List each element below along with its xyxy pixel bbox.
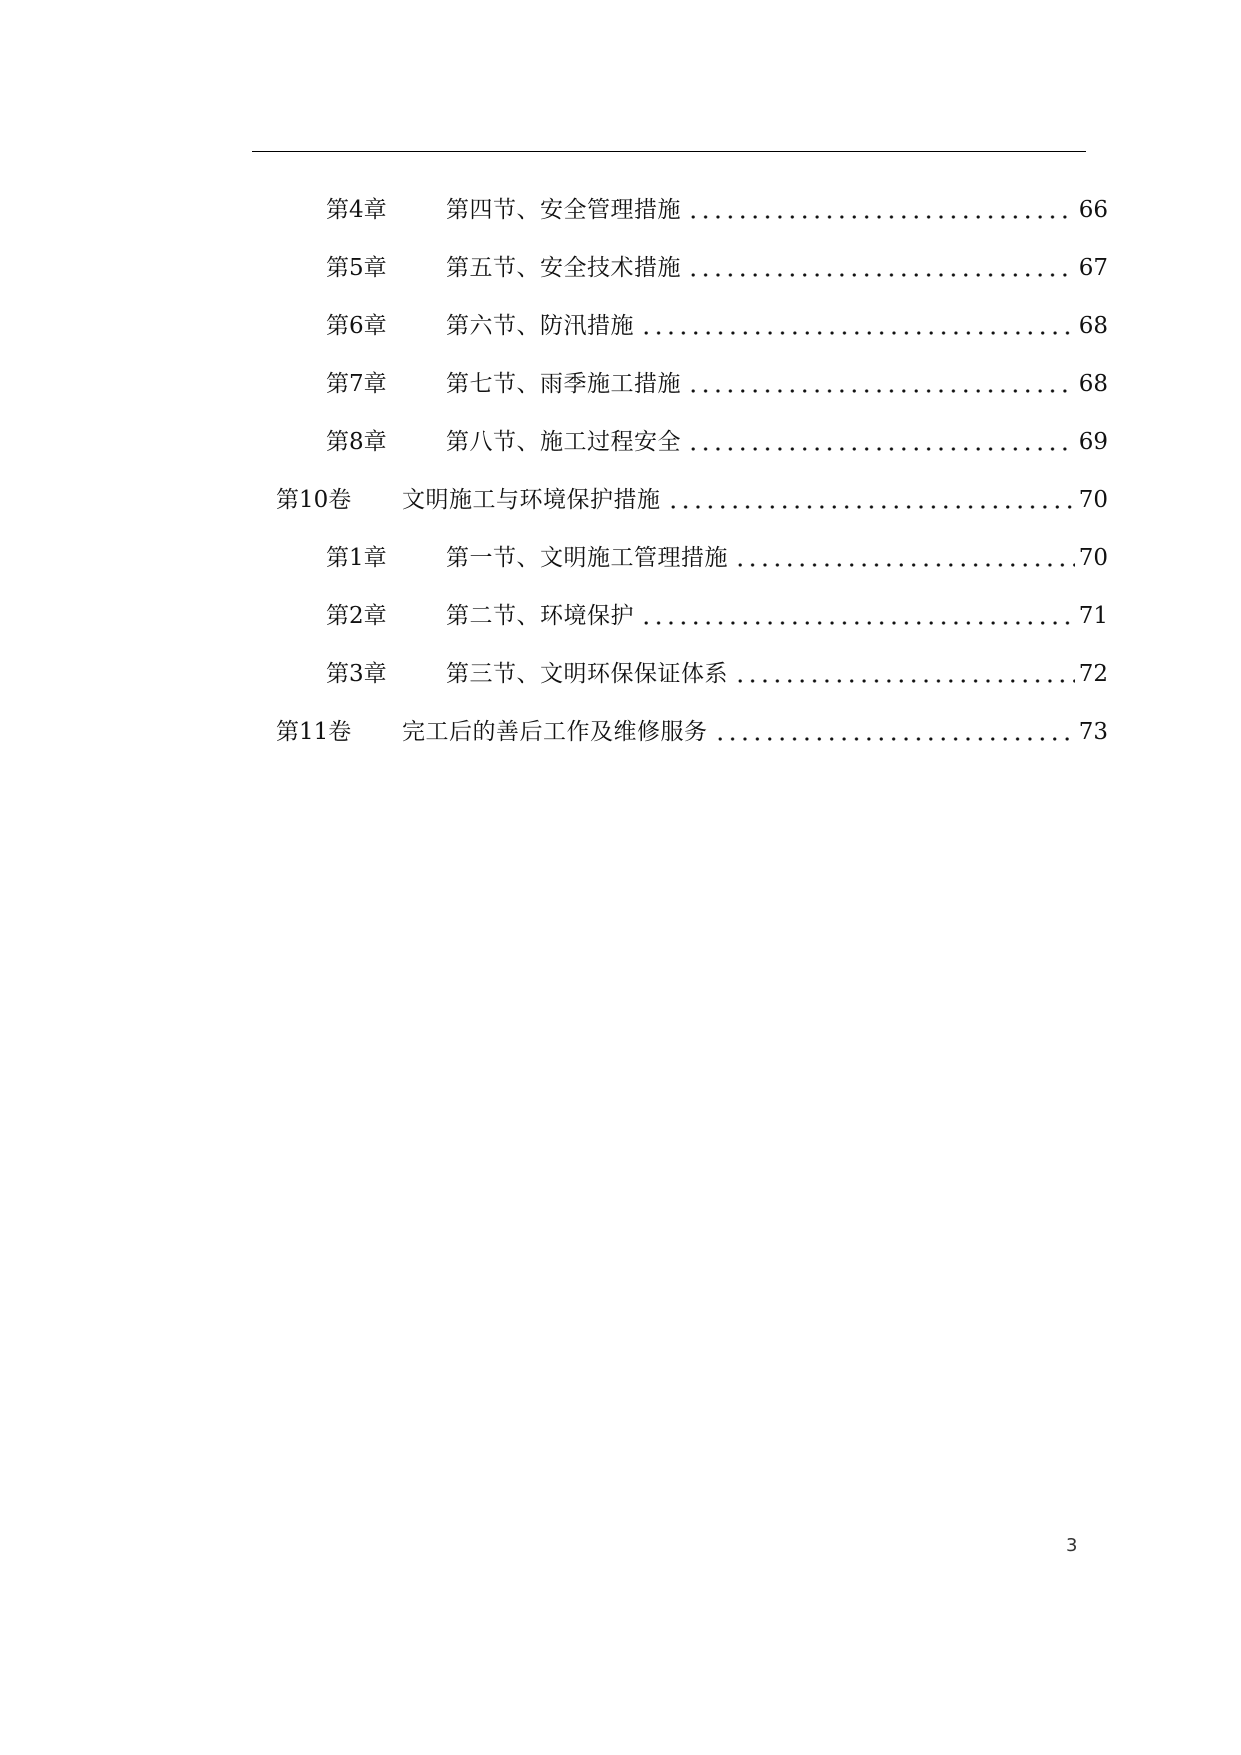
toc-entry[interactable] (276, 715, 1108, 749)
toc-entry-label: 第5章 (326, 255, 387, 281)
toc-entry-page: 70 (1078, 487, 1108, 513)
toc-entry-page: 66 (1078, 197, 1108, 223)
toc-entry-label: 第4章 (326, 197, 387, 223)
toc-entry-page: 73 (1078, 719, 1108, 745)
toc-entry[interactable] (326, 367, 1108, 401)
toc-entry-page: 67 (1078, 255, 1108, 281)
toc-entry-label: 第7章 (326, 371, 387, 397)
toc-entry-title: 第七节、雨季施工措施 (446, 371, 681, 397)
page-number: 3 (1066, 1535, 1078, 1556)
toc-entry-title: 第五节、安全技术措施 (446, 255, 681, 281)
toc-entry[interactable] (326, 251, 1108, 285)
dot-leader (640, 309, 1075, 343)
dot-leader (734, 657, 1075, 691)
toc-entry-label: 第11卷 (276, 719, 352, 745)
toc-entry-title: 第四节、安全管理措施 (446, 197, 681, 223)
dot-leader (667, 483, 1075, 517)
dot-leader (687, 251, 1075, 285)
dot-leader (687, 425, 1075, 459)
toc-entry-title: 第八节、施工过程安全 (446, 429, 681, 455)
toc-entry-title: 第三节、文明环保保证体系 (446, 661, 728, 687)
toc-entry-title: 文明施工与环境保护措施 (402, 487, 661, 513)
toc-entry-label: 第6章 (326, 313, 387, 339)
toc-entry[interactable] (326, 541, 1108, 575)
toc-entry-label: 第3章 (326, 661, 387, 687)
toc-entry-label: 第2章 (326, 603, 387, 629)
toc-entry-label: 第10卷 (276, 487, 352, 513)
toc-entry-title: 第六节、防汛措施 (446, 313, 634, 339)
toc-entry-page: 68 (1078, 313, 1108, 339)
dot-leader (640, 599, 1075, 633)
toc-entry[interactable] (326, 309, 1108, 343)
dot-leader (687, 193, 1075, 227)
toc-entry[interactable] (326, 425, 1108, 459)
toc-entry[interactable] (276, 483, 1108, 517)
toc-entry-label: 第1章 (326, 545, 387, 571)
dot-leader (687, 367, 1075, 401)
toc-entry-page: 71 (1078, 603, 1108, 629)
toc-entry-title: 完工后的善后工作及维修服务 (402, 719, 708, 745)
toc-entry-label: 第8章 (326, 429, 387, 455)
toc-entry[interactable] (326, 599, 1108, 633)
toc-entry-title: 第二节、环境保护 (446, 603, 634, 629)
toc-entry-page: 72 (1078, 661, 1108, 687)
toc-entry-page: 69 (1078, 429, 1108, 455)
toc-entry[interactable] (326, 657, 1108, 691)
dot-leader (714, 715, 1075, 749)
toc-entry-page: 70 (1078, 545, 1108, 571)
toc-entry-page: 68 (1078, 371, 1108, 397)
dot-leader (734, 541, 1075, 575)
toc-entry[interactable] (326, 193, 1108, 227)
toc-entry-title: 第一节、文明施工管理措施 (446, 545, 728, 571)
